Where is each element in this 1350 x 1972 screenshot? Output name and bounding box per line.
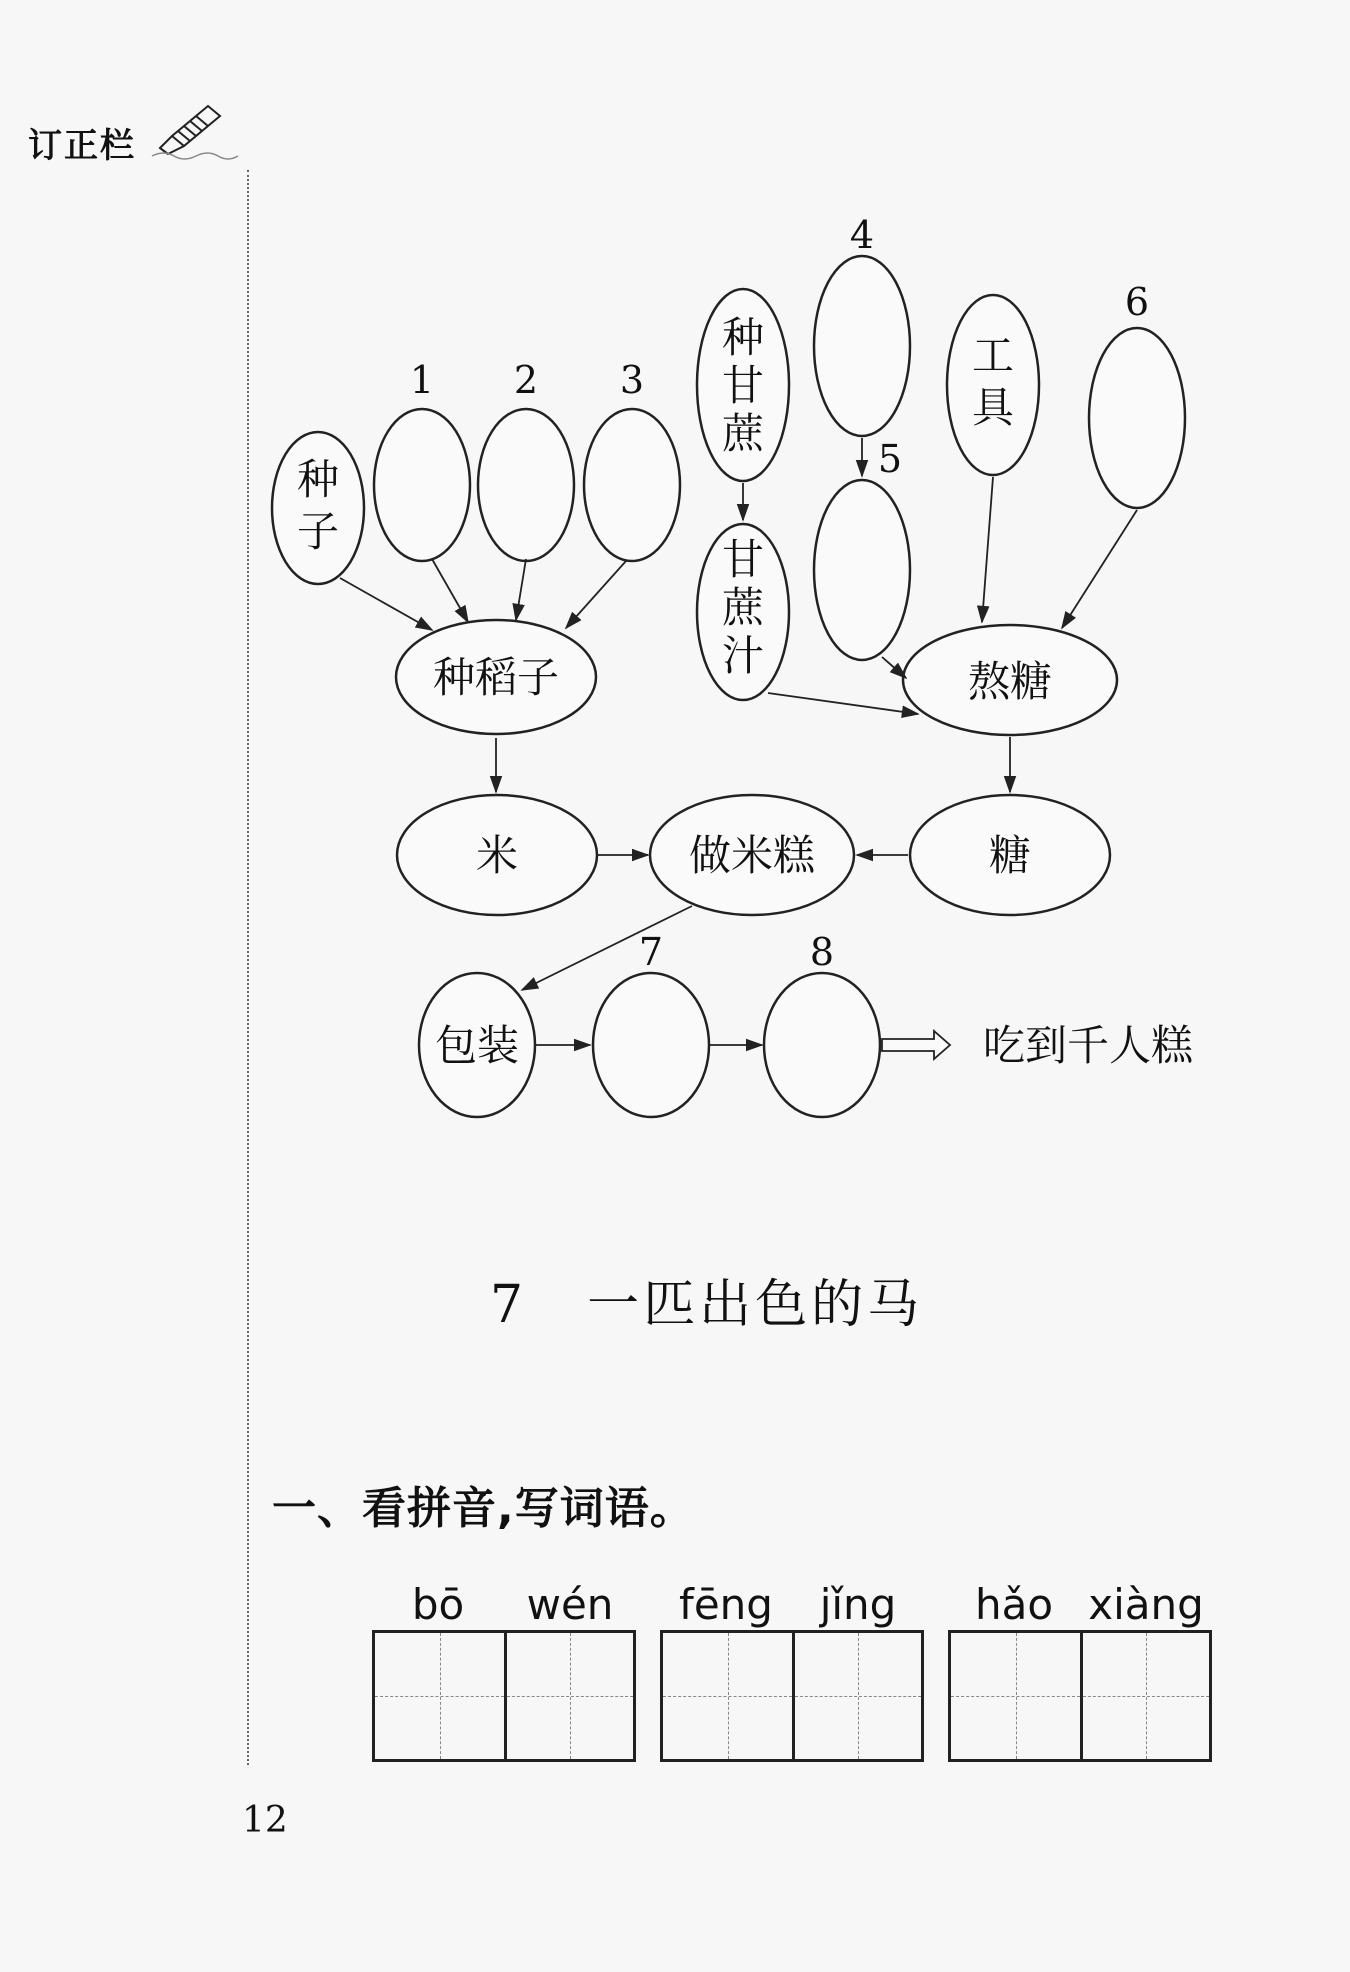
number-3: 3 bbox=[619, 358, 645, 402]
pinyin: fēng bbox=[679, 1580, 773, 1629]
blank-node-6 bbox=[1089, 328, 1185, 508]
label-cane-juice-2: 蔗 bbox=[721, 583, 765, 632]
arrow-6-to-boil bbox=[1062, 510, 1137, 628]
number-5: 5 bbox=[877, 437, 903, 481]
arrow-5-to-boil bbox=[882, 657, 906, 678]
tianzige-box[interactable] bbox=[375, 1633, 504, 1759]
arrow-juice-to-boil bbox=[768, 693, 918, 714]
label-boil-sugar: 熬糖 bbox=[967, 657, 1053, 706]
tianzige-box[interactable] bbox=[951, 1633, 1080, 1759]
label-cane-juice-3: 汁 bbox=[721, 631, 765, 680]
word-group-2 bbox=[660, 1580, 924, 1770]
exercise-title: 一、看拼音,写词语。 bbox=[272, 1483, 695, 1534]
blank-node-4 bbox=[814, 256, 910, 436]
label-seed-1: 种 bbox=[296, 455, 340, 504]
word-group-1 bbox=[372, 1580, 636, 1770]
blank-node-8 bbox=[764, 973, 880, 1117]
arrow-tools-to-boil bbox=[982, 477, 993, 622]
blank-node-7 bbox=[593, 973, 709, 1117]
writing-grid bbox=[660, 1630, 924, 1762]
writing-grid bbox=[372, 1630, 636, 1762]
arrow-2-to-rice bbox=[516, 559, 526, 620]
tianzige-box[interactable] bbox=[792, 1633, 921, 1759]
pinyin: wén bbox=[526, 1580, 614, 1629]
arrow-1-to-rice bbox=[432, 559, 468, 622]
tianzige-box[interactable] bbox=[504, 1633, 633, 1759]
word-group-3 bbox=[948, 1580, 1212, 1770]
number-4: 4 bbox=[849, 213, 875, 257]
label-rice: 米 bbox=[475, 831, 519, 880]
number-8: 8 bbox=[809, 930, 835, 974]
page-number: 12 bbox=[242, 1800, 288, 1841]
number-2: 2 bbox=[513, 358, 539, 402]
label-sugar: 糖 bbox=[988, 831, 1032, 880]
label-tools-1: 工 bbox=[971, 331, 1015, 380]
lesson-title: 一匹出色的马 bbox=[587, 1275, 924, 1335]
blank-node-2 bbox=[478, 409, 574, 561]
label-package: 包装 bbox=[434, 1021, 520, 1070]
tianzige-box[interactable] bbox=[1080, 1633, 1209, 1759]
number-7: 7 bbox=[638, 930, 664, 974]
tianzige-box[interactable] bbox=[663, 1633, 792, 1759]
arrow-3-to-rice bbox=[566, 561, 626, 628]
label-tools-2: 具 bbox=[971, 383, 1015, 432]
arrow-seed-to-rice bbox=[340, 578, 432, 630]
blank-node-3 bbox=[584, 409, 680, 561]
blank-node-1 bbox=[374, 409, 470, 561]
blank-node-5 bbox=[814, 480, 910, 660]
double-arrow-to-result bbox=[882, 1031, 950, 1059]
label-make-cake: 做米糕 bbox=[688, 831, 816, 880]
label-cane-juice-1: 甘 bbox=[721, 535, 765, 584]
label-seed-2: 子 bbox=[296, 507, 340, 556]
label-grow-cane-1: 种 bbox=[721, 313, 765, 362]
label-result: 吃到千人糕 bbox=[982, 1021, 1194, 1070]
lesson-heading bbox=[490, 1262, 923, 1337]
writing-grid bbox=[948, 1630, 1212, 1762]
pinyin: hǎo bbox=[974, 1580, 1054, 1629]
correction-column-label: 订正栏 bbox=[28, 126, 136, 166]
pinyin: jǐng bbox=[819, 1580, 897, 1629]
label-grow-cane-2: 甘 bbox=[721, 361, 765, 410]
pinyin: bō bbox=[411, 1580, 465, 1629]
number-1: 1 bbox=[409, 358, 435, 402]
label-plant-rice: 种稻子 bbox=[432, 653, 560, 702]
label-grow-cane-3: 蔗 bbox=[721, 409, 765, 458]
pinyin: xiàng bbox=[1088, 1580, 1204, 1629]
lesson-number: 7 bbox=[490, 1275, 528, 1335]
number-6: 6 bbox=[1124, 280, 1150, 324]
